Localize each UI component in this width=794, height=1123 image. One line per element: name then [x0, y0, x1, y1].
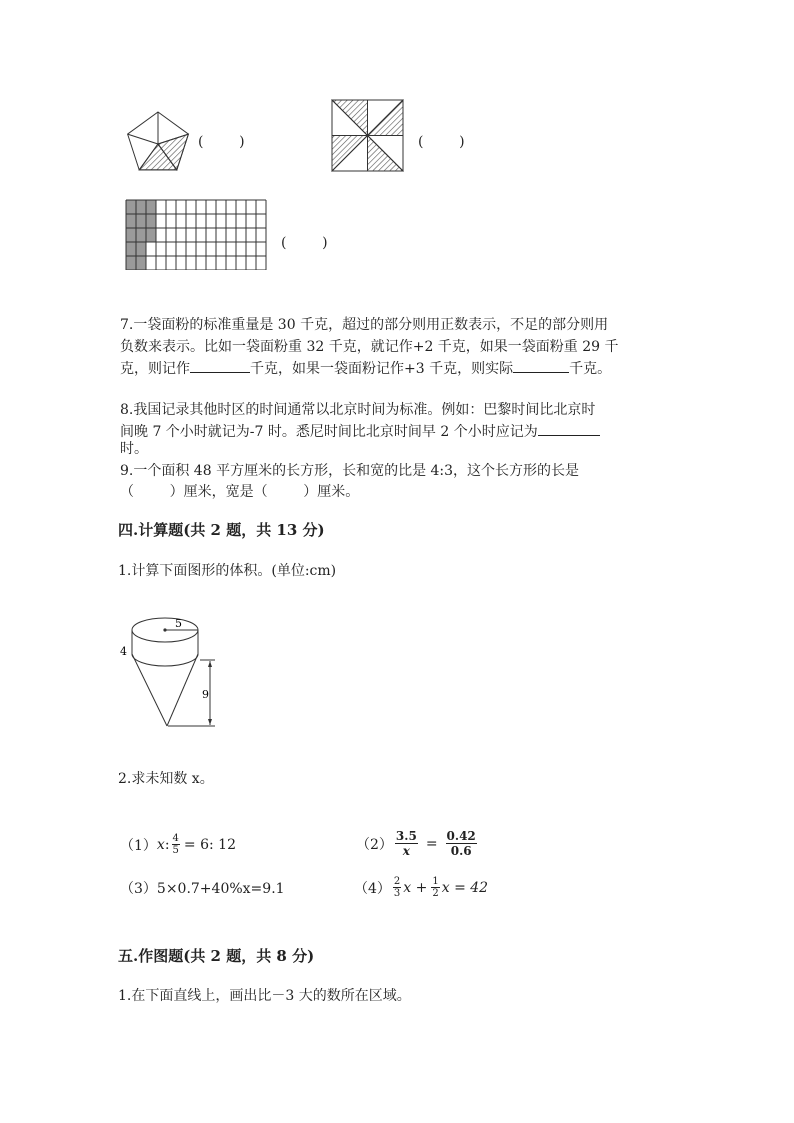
q8-line2-text: 间晚 7 个小时就记为-7 时。悉尼时间比北京时间早 2 个小时应记为: [120, 424, 538, 440]
eq2-left-den: x: [402, 844, 410, 858]
cylinder-cone-figure: [115, 612, 225, 732]
equation-2: [356, 829, 479, 858]
eq1-colon: :: [164, 836, 170, 853]
q7-line3-c: 千克。: [569, 361, 612, 377]
q8-line1: 8.我国记录其他时区的时间通常以北京时间为标准。例如：巴黎时间比北京时: [120, 402, 596, 418]
eq4-frac1-den: 3: [393, 888, 401, 899]
q7-line3: [120, 358, 611, 381]
pentagon-answer-paren[interactable]: ( ): [198, 134, 245, 150]
eq4-fraction-1: [393, 876, 401, 899]
q7-blank-1[interactable]: [190, 358, 250, 373]
eq4-fraction-2: [431, 876, 439, 899]
q8-line2: [120, 421, 600, 444]
grid-shaded-cell: [146, 228, 156, 242]
eq2-label: （2）: [356, 836, 393, 853]
eq4-frac2-num: 1: [432, 876, 439, 887]
grid-shaded-cell: [126, 214, 136, 228]
grid-shaded-cell: [126, 200, 136, 214]
section5-q1: 1.在下面直线上，画出比－3 大的数所在区域。: [118, 988, 411, 1004]
square-figure: [331, 99, 404, 172]
grid-shaded-cell: [126, 256, 136, 270]
eq1-x: x: [156, 836, 165, 853]
q7-blank-2[interactable]: [513, 358, 569, 373]
cone-height-label: 9: [202, 688, 209, 701]
eq2-right-num: 0.42: [446, 829, 476, 843]
q8-blank[interactable]: [538, 421, 600, 436]
q9-line1: 9.一个面积 48 平方厘米的长方形，长和宽的比是 4:3，这个长方形的长是: [120, 463, 580, 479]
eq1-fraction: [172, 833, 180, 856]
q7-line3-b: 千克，如果一袋面粉记作+3 千克，则实际: [250, 361, 514, 377]
eq1-label: （1）: [120, 837, 157, 854]
eq4-frac1-num: 2: [393, 876, 401, 887]
grid-shaded-cell: [136, 256, 146, 270]
eq1-frac-den: 5: [172, 845, 179, 856]
eq4-frac2-den: 2: [432, 888, 439, 899]
grid-shaded-cell: [146, 214, 156, 228]
q8-line3: 时。: [120, 441, 148, 457]
grid-shaded-cell: [126, 228, 136, 242]
eq2-right-den: 0.6: [450, 844, 472, 858]
section4-q1: 1.计算下面图形的体积。(单位:cm): [118, 563, 337, 579]
eq2-left-num: 3.5: [395, 829, 417, 843]
eq1-frac-num: 4: [172, 833, 179, 844]
eq4-rest: x = 42: [441, 879, 489, 896]
q7-line1: 7.一袋面粉的标准重量是 30 千克，超过的部分则用正数表示，不足的部分则用: [120, 317, 609, 333]
square-answer-paren[interactable]: ( ): [418, 134, 465, 150]
q7-line3-a: 克，则记作: [120, 361, 190, 377]
eq2-left-fraction: [395, 829, 418, 858]
equation-4: [354, 876, 488, 899]
grid-shaded-cell: [146, 200, 156, 214]
section4-q2: 2.求未知数 x。: [118, 771, 214, 787]
equation-1: [120, 833, 236, 856]
grid-shaded-cell: [136, 200, 146, 214]
grid-shaded-cell: [136, 242, 146, 256]
pentagon-figure: [122, 108, 194, 180]
eq2-equals: =: [425, 835, 438, 852]
section5-title: 五.作图题(共 2 题，共 8 分): [118, 947, 315, 965]
cylinder-height-label: 4: [120, 645, 127, 658]
grid-answer-paren[interactable]: ( ): [281, 235, 328, 251]
grid-shaded-cell: [126, 242, 136, 256]
eq4-x-plus: x +: [403, 879, 428, 896]
grid-shaded-cell: [136, 214, 146, 228]
eq4-label: （4）: [354, 880, 391, 897]
grid-figure: [125, 199, 267, 270]
eq2-right-fraction: [446, 829, 477, 858]
q7-line2: 负数来表示。比如一袋面粉重 32 千克，就记作+2 千克，如果一袋面粉重 29 千: [120, 339, 619, 355]
eq1-rest: = 6: 12: [183, 836, 236, 853]
section4-title: 四.计算题(共 2 题，共 13 分): [118, 521, 325, 539]
radius-label: 5: [175, 617, 182, 630]
grid-shaded-cell: [136, 228, 146, 242]
equation-3: （3）5×0.7+40%x=9.1: [120, 881, 285, 897]
q9-line2: （ ）厘米，宽是（ ）厘米。: [120, 484, 360, 500]
